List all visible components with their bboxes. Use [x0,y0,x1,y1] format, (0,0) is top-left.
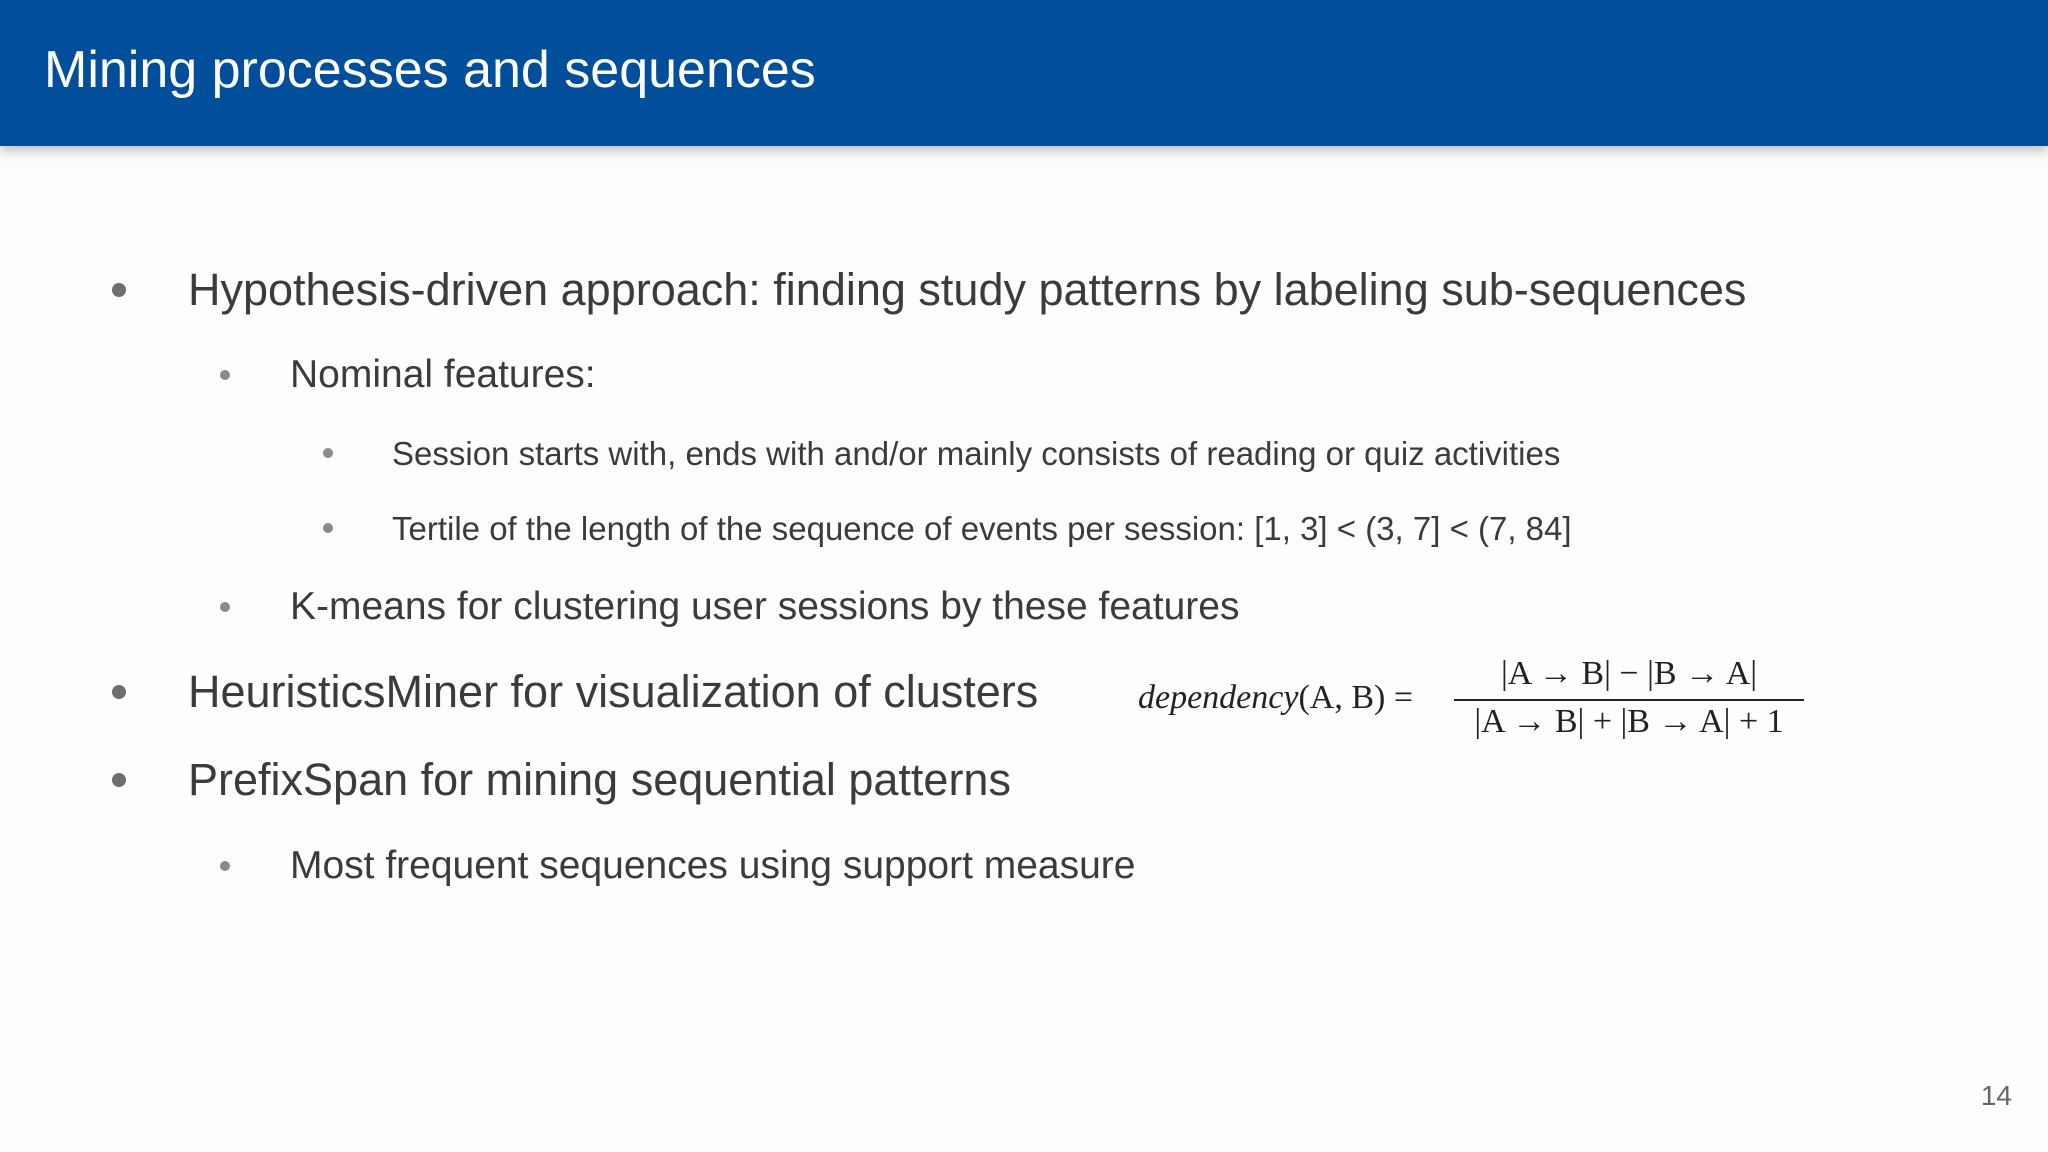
bullet-text: HeuristicsMiner for visualization of clusters [188,666,1039,717]
bullet-text: PrefixSpan for mining sequential patterns [188,754,1011,805]
bullet-dot [323,523,333,533]
bullet-dot [220,370,230,380]
bullet-text: Tertile of the length of the sequence of events per session: [1, 3] < (3, 7] < (7, 84] [392,510,1572,547]
bullet-text: Session starts with, ends with and/or mainly consists of reading or quiz activities [392,435,1561,472]
formula-numerator: |A → B| − |B → A| [1500,655,1758,692]
fraction-bar [1454,699,1804,701]
bullet-dot [112,685,126,699]
bullet-text: Most frequent sequences using support measure [290,844,1136,887]
formula-fraction [1454,652,1804,748]
bullet-text: K-means for clustering user sessions by these features [290,585,1240,628]
bullet-dot [323,448,333,458]
formula-function-name: dependency [1138,679,1299,716]
bullet-dot [220,861,230,871]
formula-lhs [1138,678,1413,718]
bullet-dot [112,773,126,787]
bullet-text: Hypothesis-driven approach: finding study patterns by labeling sub-sequences [188,264,1747,315]
bullet-dot [112,283,126,297]
slide-header [0,0,2048,146]
dependency-formula [1138,652,1818,748]
page-number: 14 [1980,1080,2012,1111]
formula-denominator: |A → B| + |B → A| + 1 [1474,703,1784,740]
bullet-dot [220,602,230,612]
formula-arguments: (A, B) = [1298,679,1414,716]
slide-title: Mining processes and sequences [44,41,816,99]
bullet-text: Nominal features: [290,353,596,396]
